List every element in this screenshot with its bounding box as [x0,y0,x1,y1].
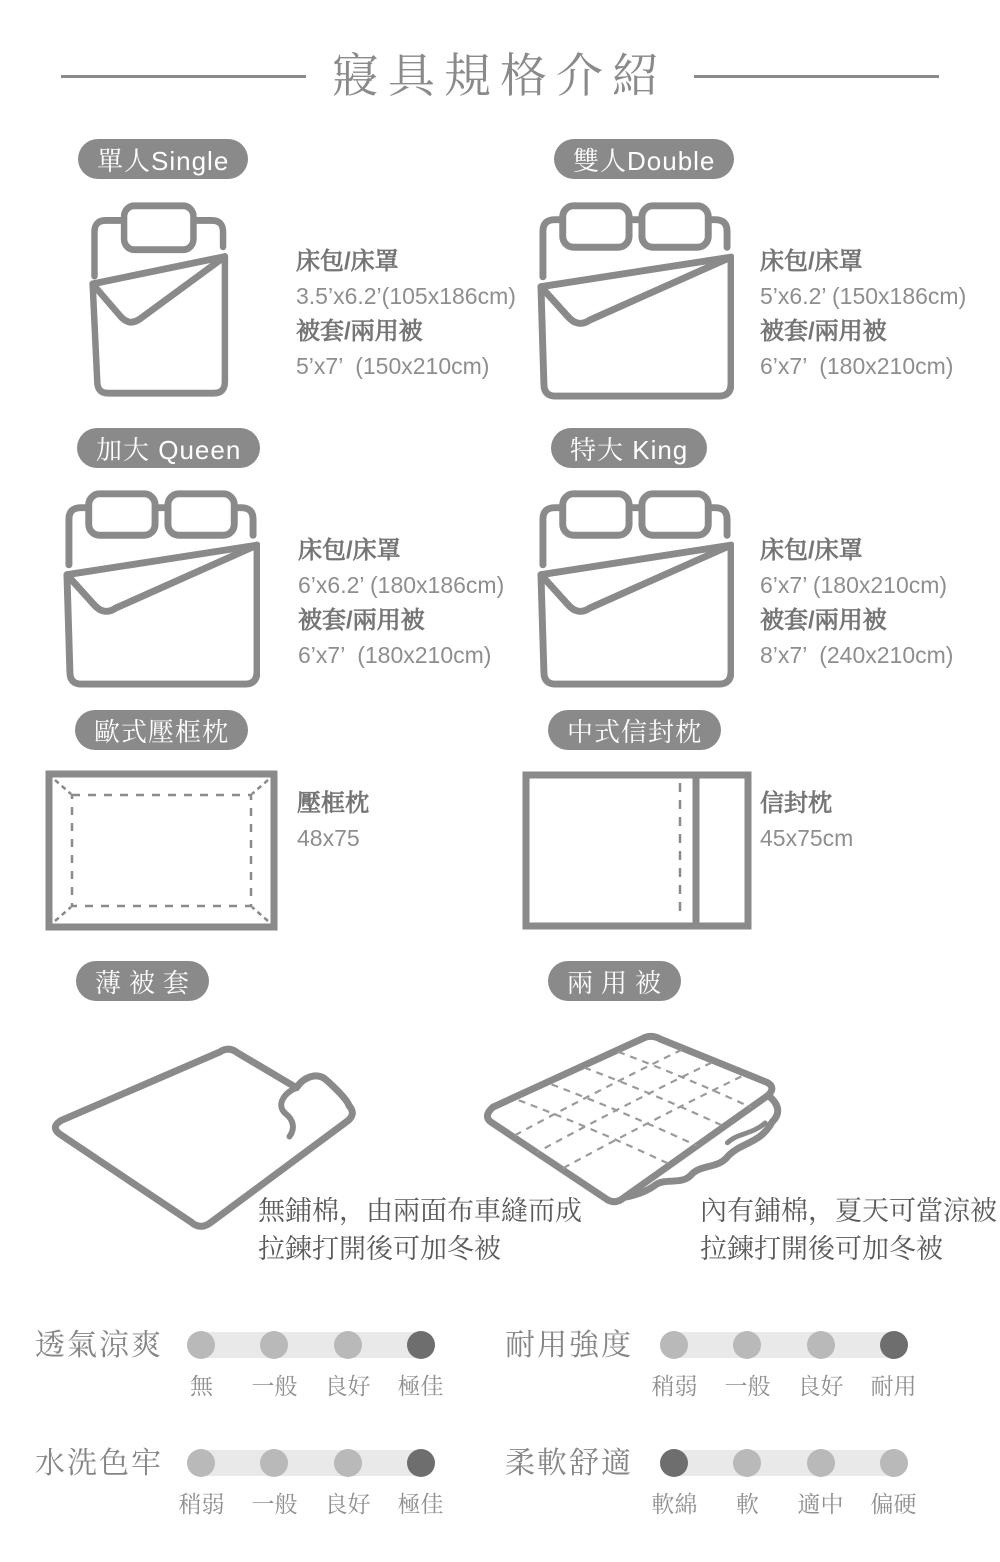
spec-label: 床包/床罩 [760,248,863,275]
frame-pillow-icon [45,770,278,931]
rating-levels [165,1486,457,1519]
double-bed-icon [536,196,734,403]
spec-label: 信封枕 [760,790,832,817]
caption-line: 拉鍊打開後可加冬被 [700,1234,943,1264]
caption-line: 無鋪棉，由兩面布車縫而成 [258,1196,582,1226]
spec-value: 45x75cm [760,825,854,851]
caption-line: 拉鍊打開後可加冬被 [258,1234,501,1264]
level-label: 軟綿 [651,1491,698,1517]
rating-scale [651,1332,930,1401]
spec-label: 床包/床罩 [760,537,863,564]
spec-value: 48x75 [297,825,360,851]
pillow-badge-frame [75,710,248,750]
rating-track [187,1450,435,1476]
single-bed-icon [88,197,236,402]
rating-softness [505,1447,930,1519]
queen-bed-icon [62,484,260,691]
level-label: 良好 [797,1373,844,1399]
size-badge-queen [77,428,260,468]
queen-specs [298,533,504,673]
level-label: 適中 [797,1491,844,1517]
dual-use-quilt-icon [477,1028,795,1218]
envelope-pillow-icon [522,771,752,930]
rating-levels [638,1486,930,1519]
thin-duvet-caption [258,1192,582,1268]
badge-label: 歐式壓框枕 [75,710,248,750]
caption-line: 內有鋪棉，夏天可當涼被 [700,1196,997,1226]
rating-track [660,1450,908,1476]
page-title: 寢具規格介紹 [332,49,668,102]
king-bed-icon [536,484,734,691]
rating-dot [260,1449,288,1477]
level-label: 極佳 [397,1373,444,1399]
rating-breathability [35,1329,457,1401]
rating-dot [260,1331,288,1359]
rating-dot [407,1449,435,1477]
rating-dot [733,1331,761,1359]
spec-value: 6’x7’ (180x210cm) [760,353,954,379]
rating-colorfastness [35,1447,457,1519]
spec-value: 5’x7’ (150x210cm) [296,353,490,379]
rating-dot [880,1331,908,1359]
spec-value: 3.5’x6.2’(105x186cm) [296,283,516,309]
level-label: 稍弱 [178,1491,225,1517]
quilt-badge-dual-use [548,961,681,1001]
rating-dot [733,1449,761,1477]
rating-label: 透氣涼爽 [35,1329,163,1362]
rating-dot [334,1449,362,1477]
spec-value: 8’x7’ (240x210cm) [760,642,954,668]
rating-scale [178,1450,457,1519]
spec-label: 被套/兩用被 [296,318,423,345]
rating-dot [187,1331,215,1359]
level-label: 良好 [324,1491,371,1517]
quilt-badge-thin-cover [76,961,209,1001]
rating-scale [187,1332,457,1401]
spec-label: 床包/床罩 [296,248,399,275]
level-label: 軟 [736,1491,759,1517]
rating-dot [660,1331,688,1359]
frame-pillow-specs [297,786,369,856]
rating-dot [187,1449,215,1477]
title-row [0,48,1000,104]
single-specs [296,244,516,384]
double-specs [760,244,966,384]
pillow-badge-envelope [548,710,721,750]
rating-dot [334,1331,362,1359]
spec-value: 6’x7’ (180x210cm) [760,572,948,598]
spec-label: 床包/床罩 [298,537,401,564]
spec-label: 被套/兩用被 [298,607,425,634]
level-label: 稍弱 [651,1373,698,1399]
spec-label: 被套/兩用被 [760,318,887,345]
badge-label: 中式信封枕 [548,710,721,750]
badge-label: 兩用被 [548,961,681,1001]
level-label: 一般 [251,1491,298,1517]
rating-dot [660,1449,688,1477]
rating-durability [505,1329,930,1401]
level-label: 無 [190,1373,213,1399]
level-label: 良好 [324,1373,371,1399]
title-rule-left [61,75,306,78]
king-specs [760,533,953,673]
level-label: 偏硬 [870,1491,917,1517]
level-label: 耐用 [870,1373,917,1399]
rating-levels [165,1368,457,1401]
envelope-pillow-specs [760,786,853,856]
rating-dot [407,1331,435,1359]
rating-track [187,1332,435,1358]
spec-label: 被套/兩用被 [760,607,887,634]
level-label: 一般 [724,1373,771,1399]
badge-label: 特大 King [551,428,707,468]
title-rule-right [694,75,939,78]
rating-levels [638,1368,930,1401]
size-badge-double [554,139,734,179]
badge-label: 單人Single [78,139,248,179]
spec-value: 6’x6.2’ (180x186cm) [298,572,505,598]
size-badge-single [78,139,248,179]
spec-value: 5’x6.2’ (150x186cm) [760,283,967,309]
level-label: 一般 [251,1373,298,1399]
rating-dot [807,1331,835,1359]
rating-scale [651,1450,930,1519]
level-label: 極佳 [397,1491,444,1517]
badge-label: 加大 Queen [77,428,260,468]
rating-track [660,1332,908,1358]
rating-label: 水洗色牢 [35,1447,163,1480]
badge-label: 薄被套 [76,961,209,1001]
dual-quilt-caption [700,1192,997,1268]
badge-label: 雙人Double [554,139,734,179]
rating-dot [807,1449,835,1477]
spec-value: 6’x7’ (180x210cm) [298,642,492,668]
rating-label: 柔軟舒適 [505,1447,633,1480]
rating-dot [880,1449,908,1477]
rating-label: 耐用強度 [505,1329,633,1362]
spec-label: 壓框枕 [297,790,369,817]
size-badge-king [551,428,707,468]
